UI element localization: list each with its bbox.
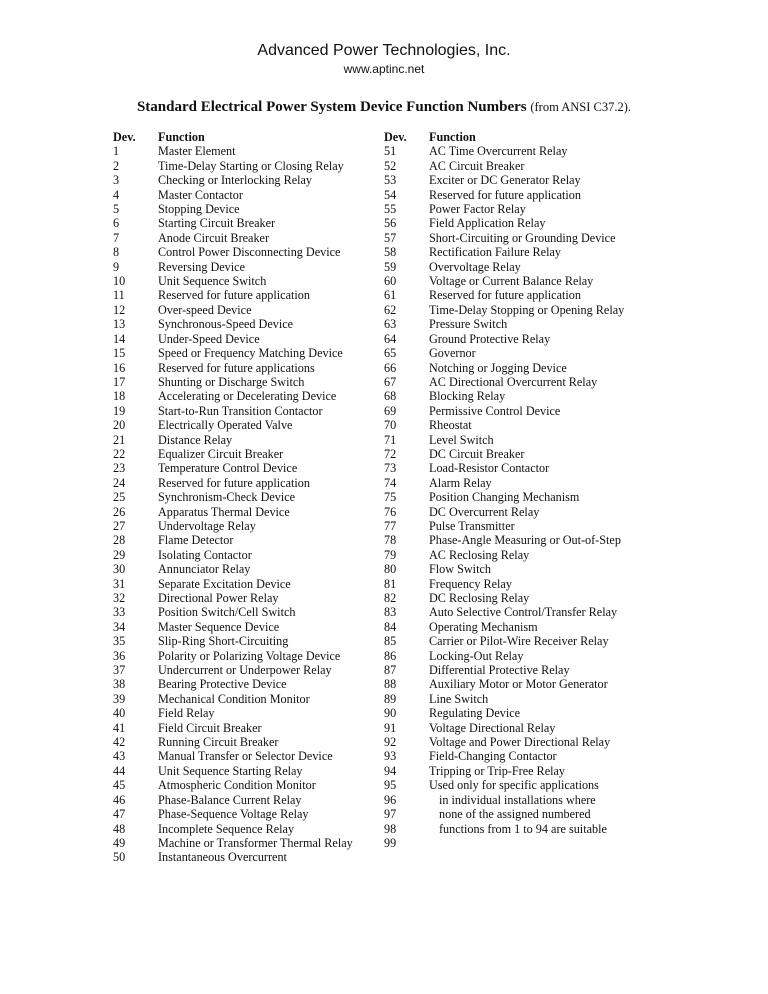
device-function: Over-speed Device	[158, 302, 252, 317]
device-function: AC Directional Overcurrent Relay	[429, 374, 598, 389]
device-number: 8	[113, 245, 120, 260]
device-number: 87	[384, 663, 397, 678]
device-number: 78	[384, 533, 397, 548]
device-number: 83	[384, 605, 397, 620]
device-number: 41	[113, 720, 126, 735]
dev-column-header: Dev.	[384, 130, 407, 144]
device-number: 61	[384, 288, 397, 303]
device-function: Bearing Protective Device	[158, 677, 287, 692]
device-function: Stopping Device	[158, 202, 240, 217]
device-function: Phase-Angle Measuring or Out-of-Step	[429, 533, 621, 548]
device-number: 15	[113, 346, 126, 361]
device-function: Apparatus Thermal Device	[158, 504, 290, 519]
device-function: Flame Detector	[158, 533, 234, 548]
device-number: 16	[113, 360, 126, 375]
device-number: 79	[384, 547, 397, 562]
device-number: 5	[113, 202, 120, 217]
device-function: Overvoltage Relay	[429, 259, 521, 274]
device-number: 81	[384, 576, 397, 591]
device-number: 33	[113, 605, 126, 620]
device-number: 7	[113, 230, 120, 245]
device-number: 45	[113, 778, 126, 793]
device-function: Reversing Device	[158, 259, 245, 274]
device-number: 97	[384, 807, 397, 822]
device-number: 84	[384, 619, 397, 634]
device-function: AC Circuit Breaker	[429, 158, 525, 173]
device-number: 76	[384, 504, 397, 519]
device-function: Position Switch/Cell Switch	[158, 605, 296, 620]
device-number: 85	[384, 634, 397, 649]
device-function: Incomplete Sequence Relay	[158, 821, 295, 836]
device-number: 1	[113, 144, 120, 159]
device-number: 25	[113, 490, 126, 505]
device-number: 3	[113, 173, 120, 188]
device-number: 89	[384, 691, 397, 706]
device-function: Locking-Out Relay	[429, 648, 524, 663]
device-function: DC Reclosing Relay	[429, 591, 530, 605]
device-function: Governor	[429, 346, 476, 361]
device-number: 70	[384, 418, 397, 433]
device-number: 24	[113, 475, 126, 490]
device-number: 95	[384, 778, 397, 793]
device-number: 19	[113, 403, 126, 418]
device-number: 14	[113, 331, 126, 346]
device-number: 98	[384, 821, 397, 836]
device-function: Power Factor Relay	[429, 202, 526, 217]
device-number: 20	[113, 418, 126, 433]
device-function: Master Sequence Device	[158, 619, 280, 634]
device-function: Slip-Ring Short-Circuiting	[158, 634, 289, 649]
device-function: Operating Mechanism	[429, 619, 538, 634]
device-number: 21	[113, 432, 126, 447]
device-function: Manual Transfer or Selector Device	[158, 749, 333, 764]
device-number: 43	[113, 749, 126, 764]
device-number: 91	[384, 720, 397, 735]
device-function: Synchronous-Speed Device	[158, 317, 294, 332]
device-number: 99	[384, 835, 397, 850]
device-function: none of the assigned numbered	[439, 807, 591, 822]
device-number: 56	[384, 216, 397, 231]
function-column-header: Function	[158, 130, 205, 144]
device-function: Flow Switch	[429, 562, 491, 577]
device-function: Distance Relay	[158, 432, 233, 447]
device-number: 26	[113, 504, 126, 519]
device-function: Shunting or Discharge Switch	[158, 374, 305, 389]
device-function: Voltage and Power Directional Relay	[429, 735, 611, 750]
device-function: Pulse Transmitter	[429, 518, 515, 533]
device-number: 12	[113, 302, 126, 317]
device-number: 50	[113, 850, 126, 865]
device-number: 55	[384, 202, 397, 217]
device-function: Directional Power Relay	[158, 591, 279, 605]
device-number: 82	[384, 591, 397, 605]
device-function: Start-to-Run Transition Contactor	[158, 403, 323, 418]
device-function: Notching or Jogging Device	[429, 360, 567, 375]
device-function: DC Overcurrent Relay	[429, 504, 540, 519]
device-function: Control Power Disconnecting Device	[158, 245, 341, 260]
device-function: Instantaneous Overcurrent	[158, 850, 287, 865]
device-function: Regulating Device	[429, 706, 521, 721]
device-function: AC Reclosing Relay	[429, 547, 530, 562]
device-function: Machine or Transformer Thermal Relay	[158, 835, 353, 850]
device-number: 73	[384, 461, 397, 476]
device-function: Starting Circuit Breaker	[158, 216, 276, 231]
device-function: Pressure Switch	[429, 317, 508, 332]
device-function: Equalizer Circuit Breaker	[158, 446, 284, 461]
device-function: Blocking Relay	[429, 389, 506, 404]
device-function: Checking or Interlocking Relay	[158, 173, 312, 188]
device-number: 32	[113, 591, 126, 605]
device-function: Phase-Balance Current Relay	[158, 792, 302, 807]
device-function: Undercurrent or Underpower Relay	[158, 663, 332, 678]
device-number: 49	[113, 835, 126, 850]
device-function: Voltage Directional Relay	[429, 720, 556, 735]
device-number: 22	[113, 446, 126, 461]
device-function: Rectification Failure Relay	[429, 245, 561, 260]
device-number: 36	[113, 648, 126, 663]
device-number: 18	[113, 389, 126, 404]
device-function: Master Contactor	[158, 187, 243, 202]
device-number: 72	[384, 446, 397, 461]
device-number: 27	[113, 518, 126, 533]
device-function: Master Element	[158, 144, 236, 159]
device-number: 74	[384, 475, 397, 490]
device-number: 68	[384, 389, 397, 404]
device-number: 59	[384, 259, 397, 274]
device-number: 62	[384, 302, 397, 317]
device-number: 60	[384, 274, 397, 289]
device-number: 52	[384, 158, 397, 173]
device-number: 65	[384, 346, 397, 361]
device-function: Isolating Contactor	[158, 547, 252, 562]
device-function: Unit Sequence Starting Relay	[158, 763, 303, 778]
device-function: Reserved for future application	[429, 288, 581, 303]
device-function: Time-Delay Stopping or Opening Relay	[429, 302, 625, 317]
device-function: functions from 1 to 94 are suitable	[439, 821, 607, 836]
device-function: Alarm Relay	[429, 475, 492, 490]
device-number: 77	[384, 518, 397, 533]
device-function: Load-Resistor Contactor	[429, 461, 550, 476]
device-number: 48	[113, 821, 126, 836]
device-function: Reserved for future applications	[158, 360, 315, 375]
device-function: AC Time Overcurrent Relay	[429, 144, 568, 159]
device-number: 9	[113, 259, 120, 274]
device-function: Auxiliary Motor or Motor Generator	[429, 677, 608, 692]
device-function: Line Switch	[429, 691, 489, 706]
device-function: Time-Delay Starting or Closing Relay	[158, 158, 344, 173]
device-function: Position Changing Mechanism	[429, 490, 580, 505]
device-function: Field Application Relay	[429, 216, 546, 231]
device-function: Frequency Relay	[429, 576, 512, 591]
device-function: Synchronism-Check Device	[158, 490, 296, 505]
device-number: 63	[384, 317, 397, 332]
device-function: Exciter or DC Generator Relay	[429, 173, 581, 188]
device-function: DC Circuit Breaker	[429, 446, 525, 461]
device-function: Reserved for future application	[429, 187, 581, 202]
device-number: 75	[384, 490, 397, 505]
device-number: 71	[384, 432, 397, 447]
title-main: Standard Electrical Power System Device Function Numbers	[136, 99, 527, 115]
website-url: www.aptinc.net	[343, 62, 425, 76]
device-number: 35	[113, 634, 126, 649]
device-function: Annunciator Relay	[158, 562, 251, 577]
device-number: 58	[384, 245, 397, 260]
device-number: 4	[113, 187, 120, 202]
device-number: 40	[113, 706, 126, 721]
device-function: Separate Excitation Device	[158, 576, 291, 591]
device-function: Level Switch	[429, 432, 494, 447]
device-number: 92	[384, 735, 397, 750]
device-function: Carrier or Pilot-Wire Receiver Relay	[429, 634, 609, 649]
device-number: 2	[113, 158, 120, 173]
device-function: Rheostat	[429, 418, 472, 433]
device-function: Atmospheric Condition Monitor	[158, 778, 316, 793]
device-number: 57	[384, 230, 397, 245]
device-number: 54	[384, 187, 397, 202]
device-function: Electrically Operated Valve	[158, 418, 293, 433]
document-title	[0, 99, 768, 116]
device-number: 6	[113, 216, 120, 231]
dev-column-header: Dev.	[113, 130, 136, 144]
device-function: Field-Changing Contactor	[429, 749, 557, 764]
company-name: Advanced Power Technologies, Inc.	[257, 42, 511, 59]
device-function: Used only for specific applications	[429, 778, 599, 793]
device-function: Undervoltage Relay	[158, 518, 256, 533]
device-number: 64	[384, 331, 397, 346]
device-number: 47	[113, 807, 126, 822]
device-number: 39	[113, 691, 126, 706]
device-number: 10	[113, 274, 126, 289]
device-number: 93	[384, 749, 397, 764]
device-function: Short-Circuiting or Grounding Device	[429, 230, 616, 245]
device-function: Unit Sequence Switch	[158, 274, 267, 289]
title-source: (from ANSI C37.2).	[530, 100, 632, 114]
device-number: 11	[113, 288, 125, 303]
device-function: Mechanical Condition Monitor	[158, 691, 310, 706]
device-function: Permissive Control Device	[429, 403, 561, 418]
device-function: Ground Protective Relay	[429, 331, 551, 346]
device-number: 90	[384, 706, 397, 721]
device-number: 34	[113, 619, 126, 634]
device-number: 94	[384, 763, 397, 778]
device-number: 96	[384, 792, 397, 807]
device-function: Field Relay	[158, 706, 215, 721]
device-function: Accelerating or Decelerating Device	[158, 389, 337, 404]
device-number: 30	[113, 562, 126, 577]
device-number: 53	[384, 173, 397, 188]
device-number: 38	[113, 677, 126, 692]
device-number: 66	[384, 360, 397, 375]
device-number: 13	[113, 317, 126, 332]
device-function: Field Circuit Breaker	[158, 720, 262, 735]
device-number: 46	[113, 792, 126, 807]
device-function: Tripping or Trip-Free Relay	[429, 763, 565, 778]
device-function: Anode Circuit Breaker	[158, 230, 270, 245]
device-function: Running Circuit Breaker	[158, 735, 279, 750]
function-column-header: Function	[429, 130, 476, 144]
device-number: 86	[384, 648, 397, 663]
device-function: Speed or Frequency Matching Device	[158, 346, 343, 361]
device-function: Auto Selective Control/Transfer Relay	[429, 605, 618, 620]
device-number: 88	[384, 677, 397, 692]
device-number: 37	[113, 663, 126, 678]
device-number: 67	[384, 374, 397, 389]
device-function: Phase-Sequence Voltage Relay	[158, 807, 309, 822]
device-number: 29	[113, 547, 126, 562]
device-number: 31	[113, 576, 126, 591]
device-number: 42	[113, 735, 126, 750]
device-number: 23	[113, 461, 126, 476]
device-function: Voltage or Current Balance Relay	[429, 274, 594, 289]
device-number: 28	[113, 533, 126, 548]
device-number: 80	[384, 562, 397, 577]
device-function: Under-Speed Device	[158, 331, 260, 346]
device-function: Polarity or Polarizing Voltage Device	[158, 648, 341, 663]
device-number: 69	[384, 403, 397, 418]
device-function: Temperature Control Device	[158, 461, 298, 476]
device-function: Reserved for future application	[158, 475, 310, 490]
device-function: Differential Protective Relay	[429, 663, 570, 678]
device-function: Reserved for future application	[158, 288, 310, 303]
device-function: in individual installations where	[439, 792, 596, 807]
device-number: 51	[384, 144, 397, 159]
device-number: 17	[113, 374, 126, 389]
device-number: 44	[113, 763, 126, 778]
